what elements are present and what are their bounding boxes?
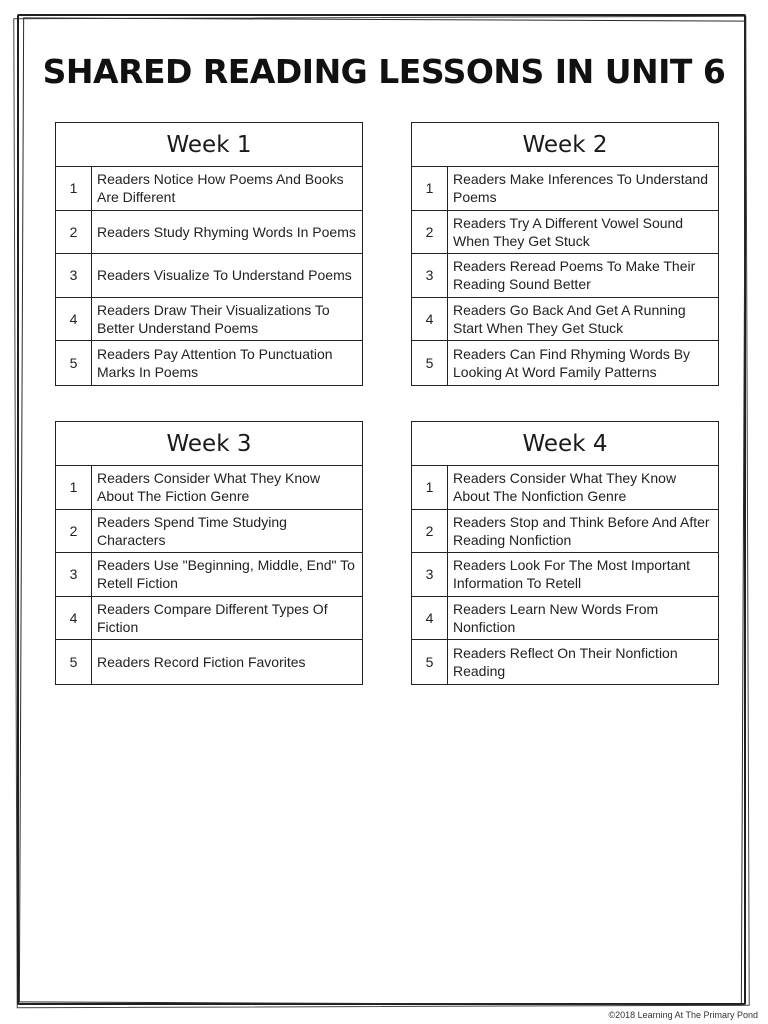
- lesson-title: Readers Stop and Think Before And After Reading Nonfiction: [453, 513, 710, 548]
- lesson-row: [412, 298, 718, 342]
- lesson-title: Readers Consider What They Know About The Fiction Genre: [97, 470, 321, 505]
- lesson-row: [412, 640, 718, 684]
- lesson-row: [412, 167, 718, 211]
- lesson-title: Readers Record Fiction Favorites: [97, 654, 306, 671]
- lesson-title: Readers Draw Their Visualizations To Better Understand Poems: [97, 302, 330, 337]
- copyright-notice: ©2018 Learning At The Primary Pond: [608, 1010, 758, 1020]
- lesson-row: [56, 211, 362, 255]
- lesson-title: Readers Reread Poems To Make Their Reading Sound Better: [453, 258, 696, 293]
- lesson-row: [412, 510, 718, 554]
- lesson-title: Readers Go Back And Get A Running Start When They Get Stuck: [453, 302, 686, 337]
- lesson-row: [56, 298, 362, 342]
- lesson-number: 5: [412, 640, 448, 684]
- lesson-number: 1: [56, 466, 92, 509]
- lesson-number: 2: [412, 211, 448, 254]
- lesson-title: Readers Make Inferences To Understand Poems: [453, 171, 708, 206]
- week-3-table: [55, 421, 363, 685]
- lesson-title: Readers Compare Different Types Of Fiction: [97, 601, 328, 636]
- lesson-title: Readers Spend Time Studying Characters: [97, 513, 287, 548]
- lesson-row: [412, 211, 718, 255]
- lesson-title: Readers Learn New Words From Nonfiction: [453, 601, 659, 636]
- lesson-number: 3: [412, 254, 448, 297]
- week-1-table: [55, 122, 363, 386]
- lesson-number: 2: [56, 211, 92, 254]
- lesson-row: [56, 597, 362, 641]
- week-3-heading: Week 3: [56, 422, 362, 466]
- lesson-number: 2: [412, 510, 448, 553]
- lesson-number: 3: [412, 553, 448, 596]
- week-2-table: [411, 122, 719, 386]
- lesson-number: 4: [412, 298, 448, 341]
- lesson-number: 1: [412, 167, 448, 210]
- lesson-number: 2: [56, 510, 92, 553]
- lesson-title: Readers Use "Beginning, Middle, End" To Retell Fiction: [97, 557, 355, 592]
- lesson-row: [412, 341, 718, 385]
- lesson-title: Readers Study Rhyming Words In Poems: [97, 223, 356, 240]
- week-2-heading: Week 2: [412, 123, 718, 167]
- lesson-number: 5: [412, 341, 448, 385]
- lesson-title: Readers Try A Different Vowel Sound When They Get Stuck: [453, 214, 684, 249]
- lesson-number: 4: [56, 298, 92, 341]
- page-title: SHARED READING LESSONS IN UNIT 6: [42, 52, 726, 91]
- lesson-row: [56, 510, 362, 554]
- week-1-heading: Week 1: [56, 123, 362, 167]
- lesson-row: [412, 254, 718, 298]
- lesson-number: 4: [412, 597, 448, 640]
- lesson-number: 4: [56, 597, 92, 640]
- lesson-row: [56, 640, 362, 684]
- lesson-row: [56, 254, 362, 298]
- lesson-row: [412, 597, 718, 641]
- lesson-title: Readers Consider What They Know About The Nonfiction Genre: [453, 470, 677, 505]
- lesson-row: [56, 167, 362, 211]
- week-4-table: [411, 421, 719, 685]
- lesson-number: 1: [56, 167, 92, 210]
- lesson-title: Readers Can Find Rhyming Words By Looking At Word Family Patterns: [453, 346, 691, 381]
- lesson-row: [412, 553, 718, 597]
- week-4-heading: Week 4: [412, 422, 718, 466]
- lesson-row: [412, 466, 718, 510]
- lesson-number: 5: [56, 341, 92, 385]
- lesson-number: 3: [56, 254, 92, 297]
- lesson-title: Readers Look For The Most Important Information To Retell: [453, 557, 691, 592]
- lesson-row: [56, 553, 362, 597]
- lesson-row: [56, 341, 362, 385]
- lesson-title: Readers Notice How Poems And Books Are Different: [97, 171, 344, 206]
- lesson-number: 5: [56, 640, 92, 684]
- lesson-number: 1: [412, 466, 448, 509]
- lesson-title: Readers Reflect On Their Nonfiction Reading: [453, 645, 678, 680]
- lesson-title: Readers Visualize To Understand Poems: [97, 267, 352, 284]
- lesson-title: Readers Pay Attention To Punctuation Marks In Poems: [97, 346, 333, 381]
- lesson-number: 3: [56, 553, 92, 596]
- lesson-row: [56, 466, 362, 510]
